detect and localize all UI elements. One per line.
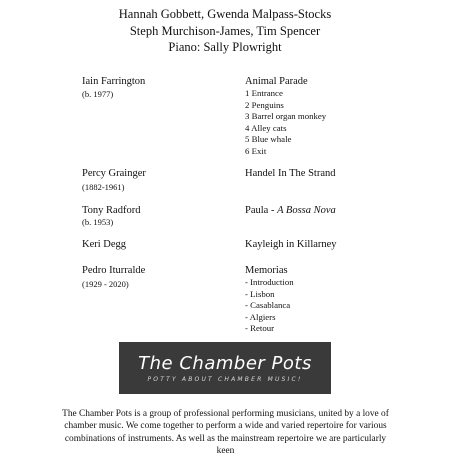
logo-tagline: POTTY ABOUT CHAMBER MUSIC! xyxy=(147,375,303,383)
piece-kayleigh-in-killarney xyxy=(245,238,337,251)
piece-title-italic: A Bossa Nova xyxy=(277,205,336,216)
composer-iturralde xyxy=(82,264,145,290)
piece-title: Kayleigh in Killarney xyxy=(245,239,337,250)
movement: 1 Entrance xyxy=(245,88,283,98)
movement: 2 Penguins xyxy=(245,99,284,110)
composer-farrington xyxy=(82,75,145,100)
movement: - Lisbon xyxy=(245,288,275,299)
composer-name: Percy Grainger xyxy=(82,168,146,179)
piece-memorias xyxy=(245,264,294,335)
performers-line-1: Hannah Gobbett, Gwenda Malpass-Stocks xyxy=(118,7,332,21)
piece-title: Handel In The Strand xyxy=(245,168,336,179)
movement: - Introduction xyxy=(245,277,294,287)
composer-degg xyxy=(82,238,126,251)
description-line-3: combinations of instruments. As well as the mainstream repertoire we are particularly keen xyxy=(64,433,387,456)
description-line-2: chamber music. We come together to perform a wide and varied repertoire for various xyxy=(64,421,387,432)
composer-name: Keri Degg xyxy=(82,239,127,250)
piece-paula xyxy=(245,204,336,217)
logo-title: The Chamber Pots xyxy=(138,352,312,374)
composer-dates: (1882-1961) xyxy=(82,182,125,192)
piece-title: Memorias xyxy=(245,265,288,276)
composer-radford xyxy=(82,204,140,228)
movement: 3 Barrel organ monkey xyxy=(245,111,327,122)
pianist-line: Piano: Sally Plowright xyxy=(168,40,282,54)
chamber-pots-logo xyxy=(119,342,331,394)
piece-title xyxy=(245,204,336,217)
composer-dates: (1929 - 2020) xyxy=(82,279,129,289)
movement: - Retour xyxy=(245,323,275,334)
piece-animal-parade xyxy=(245,75,326,158)
piece-title: Animal Parade xyxy=(245,76,308,87)
movement: 4 Alley cats xyxy=(245,122,287,133)
performers-line-2: Steph Murchison-James, Tim Spencer xyxy=(129,23,321,38)
performers-header xyxy=(0,6,450,56)
composer-name: Tony Radford xyxy=(82,205,141,216)
movement: 5 Blue whale xyxy=(245,134,292,145)
description-line-1: The Chamber Pots is a group of professional performing musicians, united by a love of xyxy=(62,409,389,419)
piece-handel-in-the-strand xyxy=(245,167,336,180)
composer-grainger xyxy=(82,167,146,193)
movement: - Algiers xyxy=(245,311,276,322)
piece-title-main: Paula - xyxy=(245,205,278,216)
movement: - Casablanca xyxy=(245,300,291,311)
composer-name: Pedro Iturralde xyxy=(82,265,146,276)
movement: 6 Exit xyxy=(245,145,267,156)
composer-dates: (b. 1953) xyxy=(82,217,114,227)
composer-name: Iain Farrington xyxy=(82,76,146,87)
composer-dates: (b. 1977) xyxy=(82,89,114,99)
